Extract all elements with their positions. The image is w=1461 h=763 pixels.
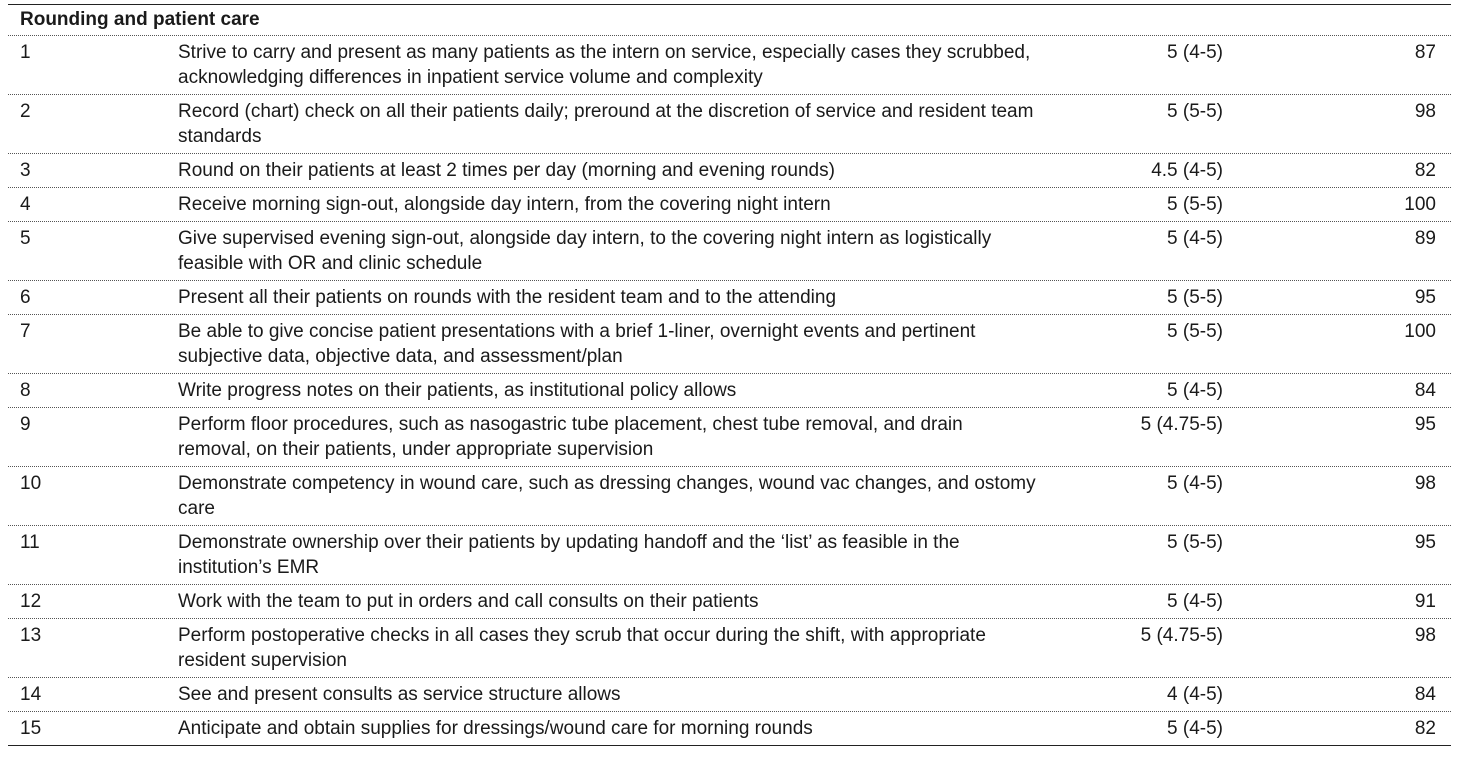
row-description: Perform postoperative checks in all cases they scrub that occur during the shift, with appropriate resident supervision xyxy=(178,625,986,671)
row-percent: 84 xyxy=(1414,684,1436,705)
row-number: 4 xyxy=(20,194,31,215)
row-description: Demonstrate ownership over their patients by updating handoff and the ‘list’ as feasible in the institution’s EMR xyxy=(178,532,960,578)
table-row xyxy=(8,154,1451,188)
row-percent: 98 xyxy=(1414,625,1436,646)
table-body xyxy=(8,36,1451,746)
row-percent: 100 xyxy=(1404,321,1436,342)
row-number: 6 xyxy=(20,287,31,308)
row-percent: 84 xyxy=(1414,380,1436,401)
row-percent: 89 xyxy=(1414,228,1436,249)
row-description: Round on their patients at least 2 times per day (morning and evening rounds) xyxy=(178,160,835,181)
row-median-iqr: 5 (4-5) xyxy=(1167,380,1223,401)
section-title: Rounding and patient care xyxy=(8,5,1451,36)
table-row xyxy=(8,36,1451,95)
row-number: 10 xyxy=(20,473,42,494)
row-description: Work with the team to put in orders and call consults on their patients xyxy=(178,591,759,612)
row-description: Give supervised evening sign-out, alongside day intern, to the covering night intern as logistically feasible with OR and clinic schedule xyxy=(178,228,992,274)
row-median-iqr: 5 (4-5) xyxy=(1167,591,1223,612)
row-percent: 98 xyxy=(1414,473,1436,494)
row-number: 2 xyxy=(20,101,31,122)
row-median-iqr: 5 (4.75-5) xyxy=(1140,414,1223,435)
table-row xyxy=(8,315,1451,374)
row-description: Present all their patients on rounds with the resident team and to the attending xyxy=(178,287,837,308)
table-row xyxy=(8,585,1451,619)
row-description: Strive to carry and present as many patients as the intern on service, especially cases they scrubbed, acknowledging differences in inpatient service volume and complexity xyxy=(178,42,1031,88)
row-median-iqr: 5 (4-5) xyxy=(1167,473,1223,494)
row-percent: 95 xyxy=(1414,532,1436,553)
row-number: 14 xyxy=(20,684,42,705)
row-median-iqr: 5 (4-5) xyxy=(1167,228,1223,249)
table-row xyxy=(8,467,1451,526)
table-row xyxy=(8,374,1451,408)
row-number: 9 xyxy=(20,414,31,435)
row-percent: 82 xyxy=(1414,718,1436,739)
row-description: Record (chart) check on all their patients daily; preround at the discretion of service and resident team standards xyxy=(178,101,1034,147)
row-number: 12 xyxy=(20,591,42,612)
table-row xyxy=(8,95,1451,154)
row-percent: 87 xyxy=(1414,42,1436,63)
row-median-iqr: 5 (5-5) xyxy=(1167,321,1223,342)
table-row xyxy=(8,526,1451,585)
row-description: Receive morning sign-out, alongside day intern, from the covering night intern xyxy=(178,194,831,215)
row-number: 3 xyxy=(20,160,31,181)
table-row xyxy=(8,408,1451,467)
row-description: See and present consults as service structure allows xyxy=(178,684,621,705)
row-median-iqr: 5 (5-5) xyxy=(1167,287,1223,308)
table-row xyxy=(8,281,1451,315)
row-number: 13 xyxy=(20,625,42,646)
table-row xyxy=(8,712,1451,746)
row-median-iqr: 5 (5-5) xyxy=(1167,532,1223,553)
row-median-iqr: 5 (5-5) xyxy=(1167,194,1223,215)
row-median-iqr: 5 (4-5) xyxy=(1167,718,1223,739)
row-median-iqr: 5 (5-5) xyxy=(1167,101,1223,122)
row-description: Be able to give concise patient presentations with a brief 1-liner, overnight events and pertinent subjective data, objective data, and assessment/plan xyxy=(178,321,976,367)
rounding-table xyxy=(8,4,1451,746)
row-description: Perform floor procedures, such as nasogastric tube placement, chest tube removal, and drain removal, on their patients, under appropriate supervision xyxy=(178,414,963,460)
row-median-iqr: 4.5 (4-5) xyxy=(1151,160,1223,181)
row-number: 11 xyxy=(20,532,40,553)
row-percent: 95 xyxy=(1414,287,1436,308)
row-percent: 100 xyxy=(1404,194,1436,215)
row-number: 8 xyxy=(20,380,31,401)
row-percent: 98 xyxy=(1414,101,1436,122)
table-row xyxy=(8,678,1451,712)
row-percent: 82 xyxy=(1414,160,1436,181)
row-number: 5 xyxy=(20,228,31,249)
row-median-iqr: 5 (4.75-5) xyxy=(1140,625,1223,646)
row-median-iqr: 4 (4-5) xyxy=(1167,684,1223,705)
row-number: 15 xyxy=(20,718,42,739)
table-row xyxy=(8,619,1451,678)
row-percent: 95 xyxy=(1414,414,1436,435)
table-row xyxy=(8,222,1451,281)
row-median-iqr: 5 (4-5) xyxy=(1167,42,1223,63)
row-number: 7 xyxy=(20,321,31,342)
row-description: Demonstrate competency in wound care, such as dressing changes, wound vac changes, and ostomy care xyxy=(178,473,1036,519)
row-description: Anticipate and obtain supplies for dressings/wound care for morning rounds xyxy=(178,718,813,739)
row-number: 1 xyxy=(20,42,31,63)
row-percent: 91 xyxy=(1414,591,1436,612)
table-row xyxy=(8,188,1451,222)
row-description: Write progress notes on their patients, as institutional policy allows xyxy=(178,380,737,401)
